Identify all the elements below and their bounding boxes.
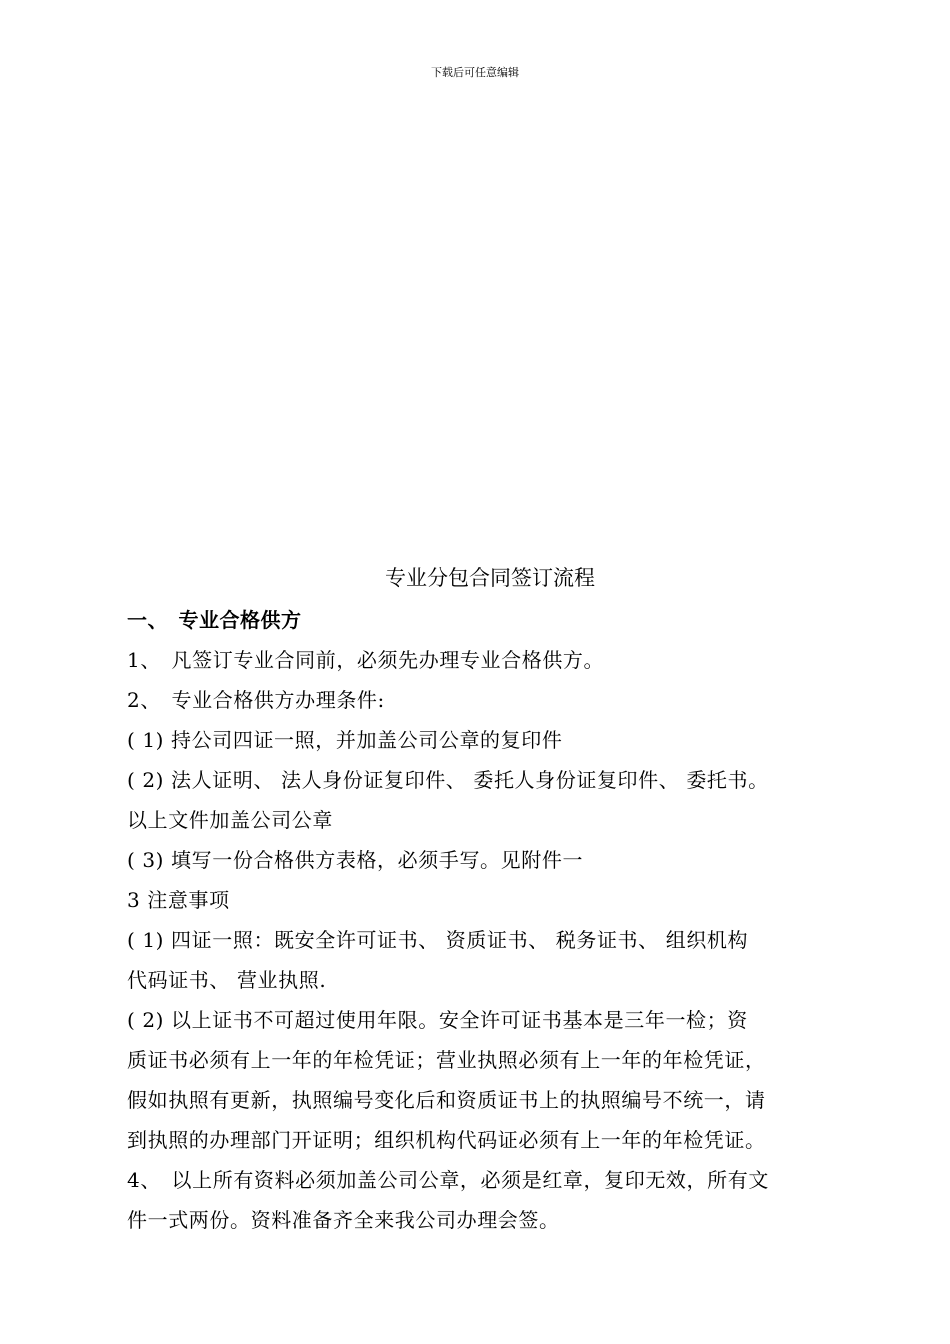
document-title: 专业分包合同签订流程 — [385, 566, 595, 590]
paragraph-line: 到执照的办理部门开证明；组织机构代码证必须有上一年的年检凭证。 — [127, 1128, 766, 1152]
paragraph-line: ( 3) 填写一份合格供方表格，必须手写。见附件一 — [127, 848, 584, 872]
paragraph-line: 以上文件加盖公司公章 — [127, 808, 333, 832]
document-body — [127, 600, 867, 1240]
section-heading: 一、 专业合格供方 — [127, 608, 302, 632]
paragraph-line: 3 注意事项 — [127, 888, 230, 912]
paragraph-line: ( 1) 持公司四证一照，并加盖公司公章的复印件 — [127, 728, 563, 752]
paragraph-line: 质证书必须有上一年的年检凭证；营业执照必须有上一年的年检凭证， — [127, 1048, 766, 1072]
paragraph-line: ( 2) 法人证明、 法人身份证复印件、 委托人身份证复印件、 委托书。 — [127, 768, 769, 792]
paragraph-line: 件一式两份。资料准备齐全来我公司办理会签。 — [127, 1208, 560, 1232]
paragraph-line: 假如执照有更新，执照编号变化后和资质证书上的执照编号不统一，请 — [127, 1088, 766, 1112]
paragraph-line: ( 2) 以上证书不可超过使用年限。安全许可证书基本是三年一检；资 — [127, 1008, 748, 1032]
page-header-note: 下载后可任意编辑 — [431, 66, 519, 79]
paragraph-line: 代码证书、 营业执照. — [127, 968, 327, 992]
paragraph-line: ( 1) 四证一照：既安全许可证书、 资质证书、 税务证书、 组织机构 — [127, 928, 749, 952]
paragraph-line: 1、 凡签订专业合同前，必须先办理专业合格供方。 — [127, 648, 605, 672]
paragraph-line: 2、 专业合格供方办理条件: — [127, 688, 385, 712]
paragraph-line: 4、 以上所有资料必须加盖公司公章，必须是红章，复印无效，所有文 — [127, 1168, 769, 1192]
